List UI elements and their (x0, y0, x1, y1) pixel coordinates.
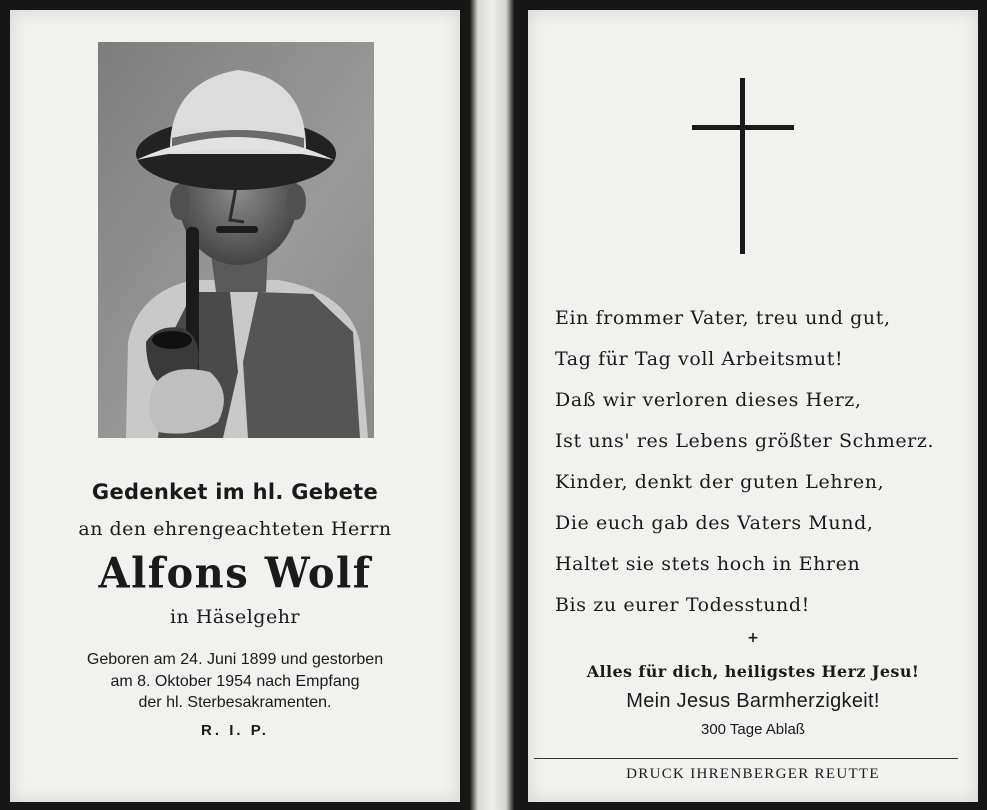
verse-line: Kinder, denkt der guten Lehren, (555, 471, 885, 493)
memorial-verse (555, 306, 975, 634)
verse-line: Haltet sie stets hoch in Ehren (555, 553, 861, 575)
small-cross-mark: + (747, 630, 759, 646)
home-place: in Häselgehr (169, 606, 301, 628)
devotional-motto: Alles für dich, heiligstes Herz Jesu! (586, 662, 920, 681)
rip-text: R. I. P. (201, 722, 269, 739)
verse-line: Tag für Tag voll Arbeitsmut! (555, 348, 844, 370)
intro-line: an den ehrengeachteten Herrn (78, 518, 392, 540)
verse-line: Bis zu eurer Todesstund! (555, 594, 810, 616)
bio-line: Geboren am 24. Juni 1899 und gestorben (86, 651, 384, 668)
memorial-card-back (528, 10, 978, 802)
deceased-name: Alfons Wolf (98, 548, 372, 599)
bio-line: am 8. Oktober 1954 nach Empfang (110, 673, 360, 690)
prayer-line: Mein Jesus Barmherzigkeit! (626, 690, 880, 712)
bio-line: der hl. Sterbesakramenten. (138, 694, 332, 711)
memorial-card-front (10, 10, 460, 802)
fold-gutter (470, 0, 514, 810)
indulgence-note: 300 Tage Ablaß (701, 721, 805, 738)
verse-line: Ist uns' res Lebens größter Schmerz. (555, 430, 935, 452)
printer-credit: DRUCK IHRENBERGER REUTTE (626, 766, 880, 782)
verse-line: Ein frommer Vater, treu und gut, (555, 307, 891, 329)
divider (534, 758, 958, 759)
card-heading: Gedenket im hl. Gebete (91, 480, 379, 504)
portrait-photo (98, 42, 374, 438)
verse-line: Daß wir verloren dieses Herz, (555, 389, 862, 411)
verse-line: Die euch gab des Vaters Mund, (555, 512, 874, 534)
